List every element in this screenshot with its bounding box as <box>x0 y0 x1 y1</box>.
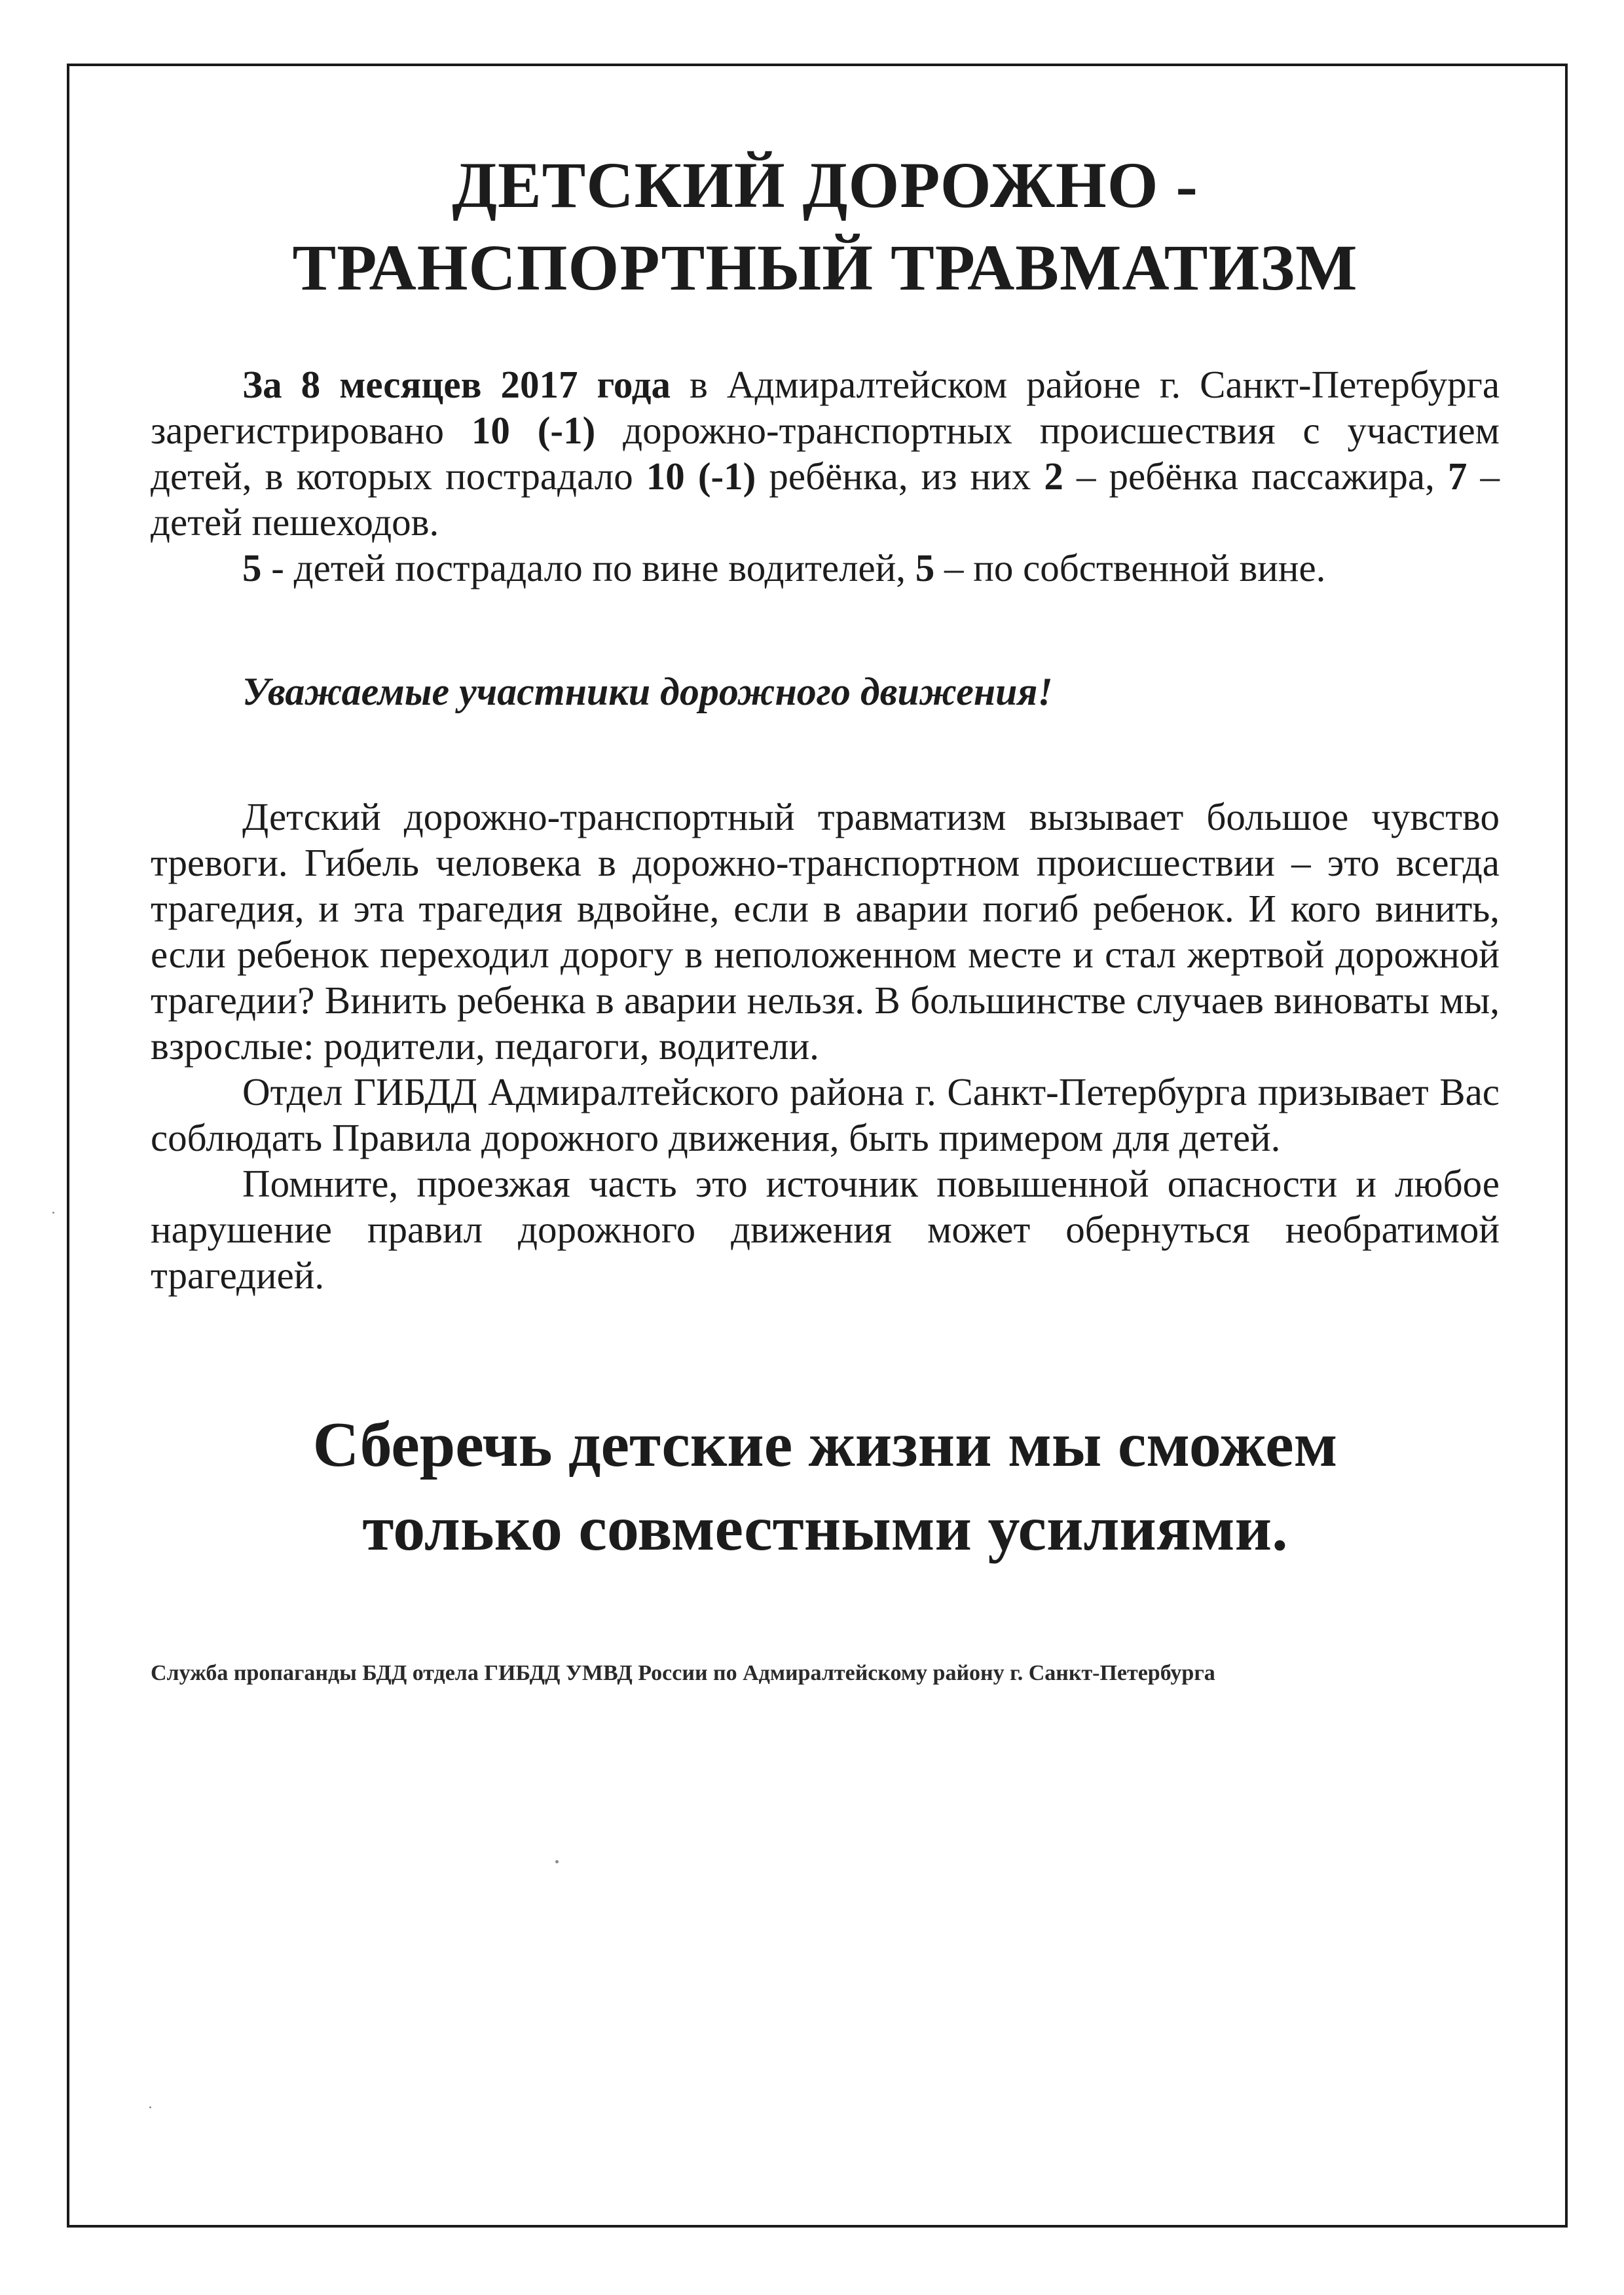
slogan-line-2: только совместными усилиями. <box>362 1493 1288 1564</box>
slogan <box>151 1403 1500 1571</box>
scan-speck <box>52 1212 54 1214</box>
body-paragraph-3: Помните, проезжая часть это источник повышенной опасности и любое нарушение правил дорожного движения может обернуться необратимой трагедией. <box>151 1162 1500 1297</box>
statistics-fault-paragraph: 5 - детей пострадало по вине водителей, 5 – по собственной вине. <box>242 546 1326 589</box>
stats-injured-count: 10 (-1) <box>646 455 756 498</box>
scan-speck <box>555 1860 559 1863</box>
document-content <box>151 144 1500 1687</box>
stats-accidents-count: 10 (-1) <box>471 409 596 452</box>
footer-credit: Служба пропаганды БДД отдела ГИБДД УМВД России по Адмиралтейскому району г. Санкт-Петербурга <box>151 1661 1215 1685</box>
body-text <box>151 794 1500 1298</box>
document-title <box>151 144 1500 309</box>
slogan-line-1: Сберечь детские жизни мы сможем <box>312 1409 1338 1480</box>
stats-passengers-count: 2 <box>1044 455 1063 498</box>
statistics-paragraph: За 8 месяцев 2017 года в Адмиралтейском районе г. Санкт-Петербурга зарегистрировано 10 (-1) дорожно-транспортных происшествия с участием детей, в которых пострадало 10 (-1) ребёнка, из них 2 – ребёнка пассажира, 7 – детей пешеходов. <box>151 363 1500 544</box>
stats-own-fault-count: 5 <box>915 546 935 589</box>
body-paragraph-2: Отдел ГИБДД Адмиралтейского района г. Санкт-Петербурга призывает Вас соблюдать Правила дорожного движения, быть примером для детей. <box>151 1070 1500 1159</box>
appeal-heading: Уважаемые участники дорожного движения! <box>242 670 1053 713</box>
scan-speck <box>149 2106 151 2108</box>
title-line-2: ТРАНСПОРТНЫЙ ТРАВМАТИЗМ <box>292 231 1358 304</box>
title-line-1: ДЕТСКИЙ ДОРОЖНО - <box>452 149 1198 221</box>
stats-period: За 8 месяцев 2017 года <box>242 363 671 406</box>
stats-drivers-fault-count: 5 <box>242 546 262 589</box>
stats-pedestrians-count: 7 <box>1447 455 1467 498</box>
body-paragraph-1: Детский дорожно-транспортный травматизм вызывает большое чувство тревоги. Гибель человека в дорожно-транспортном происшествии – это всегда трагедия, и эта трагедия вдвойне, если в аварии погиб ребенок. И кого винить, если ребенок переходил дорогу в неположенном месте и стал жертвой дорожной трагедии? Винить ребенка в аварии нельзя. В большинстве случаев виноваты мы, взрослые: родители, педагоги, водители. <box>151 795 1500 1068</box>
